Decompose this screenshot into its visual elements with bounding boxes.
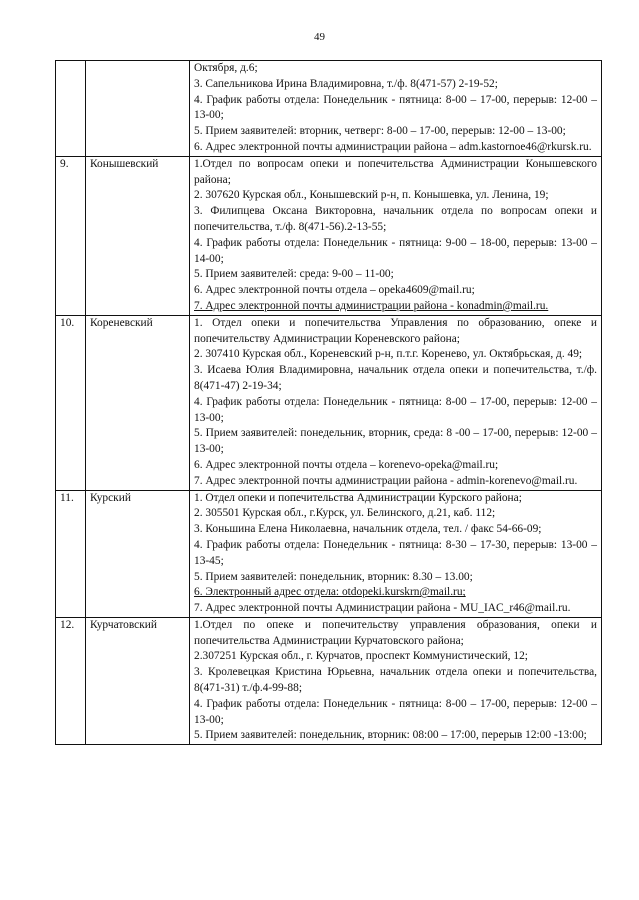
info-line: Октября, д.6; [194,62,258,74]
info-line: 4. График работы отдела: Понедельник - пятница: 9-00 – 18-00, перерыв: 13-00 – 14-00; [194,236,597,265]
info-line: 5. Прием заявителей: среда: 9-00 – 11-00; [194,268,394,281]
info-line: 3. Кролевецкая Кристина Юрьевна, начальник отдела опеки и попечительства, 8(471-31) т./ф.4-99-88; [194,666,597,695]
table-row [56,315,602,490]
info-line: 7. Адрес электронной почты Администрации района - MU_IAC_r46@mail.ru. [194,602,571,615]
table-row [56,617,602,744]
district-name: Курский [86,490,190,617]
row-number: 12. [56,617,86,744]
info-line: 1.Отдел по вопросам опеки и попечительства Администрации Конышевского района; [194,157,597,186]
district-info [190,617,602,744]
info-line: 6. Адрес электронной почты администрации района – adm.kastornoe46@rkursk.ru. [194,140,592,153]
row-number [56,61,86,157]
district-guardianship-table [55,60,602,745]
info-line: 7. Адрес электронной почты администрации района - admin-korenevo@mail.ru. [194,474,578,487]
info-line: 3. Филипцева Оксана Викторовна, начальник отдела по вопросам опеки и попечительства, т./ф. 8(471-56).2-13-55; [194,205,597,233]
info-line: 5. Прием заявителей: понедельник, вторник: 08:00 – 17:00, перерыв 12:00 -13:00; [194,729,587,742]
info-line: 3. Исаева Юлия Владимировна, начальник отдела опеки и попечительства, т./ф. 8(471-47) 2-19-34; [194,364,597,392]
info-line: 1. Отдел опеки и попечительства Администрации Курского района; [194,491,522,504]
table-row [56,156,602,315]
row-number: 9. [56,156,86,315]
info-line: 3. Коньшина Елена Николаевна, начальник отдела, тел. / факс 54-66-09; [194,523,542,536]
info-line: 3. Сапельникова Ирина Владимировна, т./ф. 8(471-57) 2-19-52; [194,77,498,90]
district-info [190,315,602,490]
info-line: 5. Прием заявителей: понедельник, вторник: 8.30 – 13.00; [194,570,473,583]
info-line: 5. Прием заявителей: понедельник, вторник, среда: 8 -00 – 17-00, перерыв: 12-00 – 13-00; [194,427,597,456]
table-row [56,490,602,617]
info-line: 6. Адрес электронной почты отдела – opeka4609@mail.ru; [194,284,475,297]
row-number: 10. [56,315,86,490]
email-link[interactable]: 7. Адрес электронной почты администрации района - konadmin@mail.ru. [194,299,549,312]
info-line: 2.307251 Курская обл., г. Курчатов, проспект Коммунистический, 12; [194,650,528,663]
district-name: Кореневский [86,315,190,490]
info-line: 1. Отдел опеки и попечительства Управления по образованию, опеке и попечительству Администрации Кореневского района; [194,316,597,345]
info-line: 2. 307410 Курская обл., Кореневский р-н, п.т.г. Коренево, ул. Октябрьская, д. 49; [194,348,583,361]
district-name: Конышевский [86,156,190,315]
info-line: 2. 305501 Курская обл., г.Курск, ул. Белинского, д.21, каб. 112; [194,507,496,520]
row-number: 11. [56,490,86,617]
info-line: 4. График работы отдела: Понедельник - пятница: 8-00 – 17-00, перерыв: 12-00 – 13-00; [194,395,597,424]
email-link[interactable]: 6. Электронный адрес отдела: otdopeki.kurskrn@mail.ru; [194,586,466,599]
info-line: 4. График работы отдела: Понедельник - пятница: 8-30 – 17-30, перерыв: 13-00 – 13-45; [194,538,597,567]
info-line: 1.Отдел по опеке и попечительству управления образования, опеки и попечительства Администрации Курчатовского района; [194,618,597,647]
info-line: 4. График работы отдела: Понедельник - пятница: 8-00 – 17-00, перерыв: 12-00 – 13-00; [194,697,597,726]
district-name [86,61,190,157]
district-info [190,61,602,157]
info-line: 2. 307620 Курская обл., Конышевский р-н, п. Конышевка, ул. Ленина, 19; [194,189,549,202]
table-row [56,61,602,157]
info-line: 5. Прием заявителей: вторник, четверг: 8-00 – 17-00, перерыв: 12-00 – 13-00; [194,125,566,138]
district-info [190,490,602,617]
district-info [190,156,602,315]
district-name: Курчатовский [86,617,190,744]
info-line: 6. Адрес электронной почты отдела – korenevo-opeka@mail.ru; [194,458,499,471]
info-line: 4. График работы отдела: Понедельник - пятница: 8-00 – 17-00, перерыв: 12-00 – 13-00; [194,93,597,122]
page-number: 49 [314,31,325,43]
